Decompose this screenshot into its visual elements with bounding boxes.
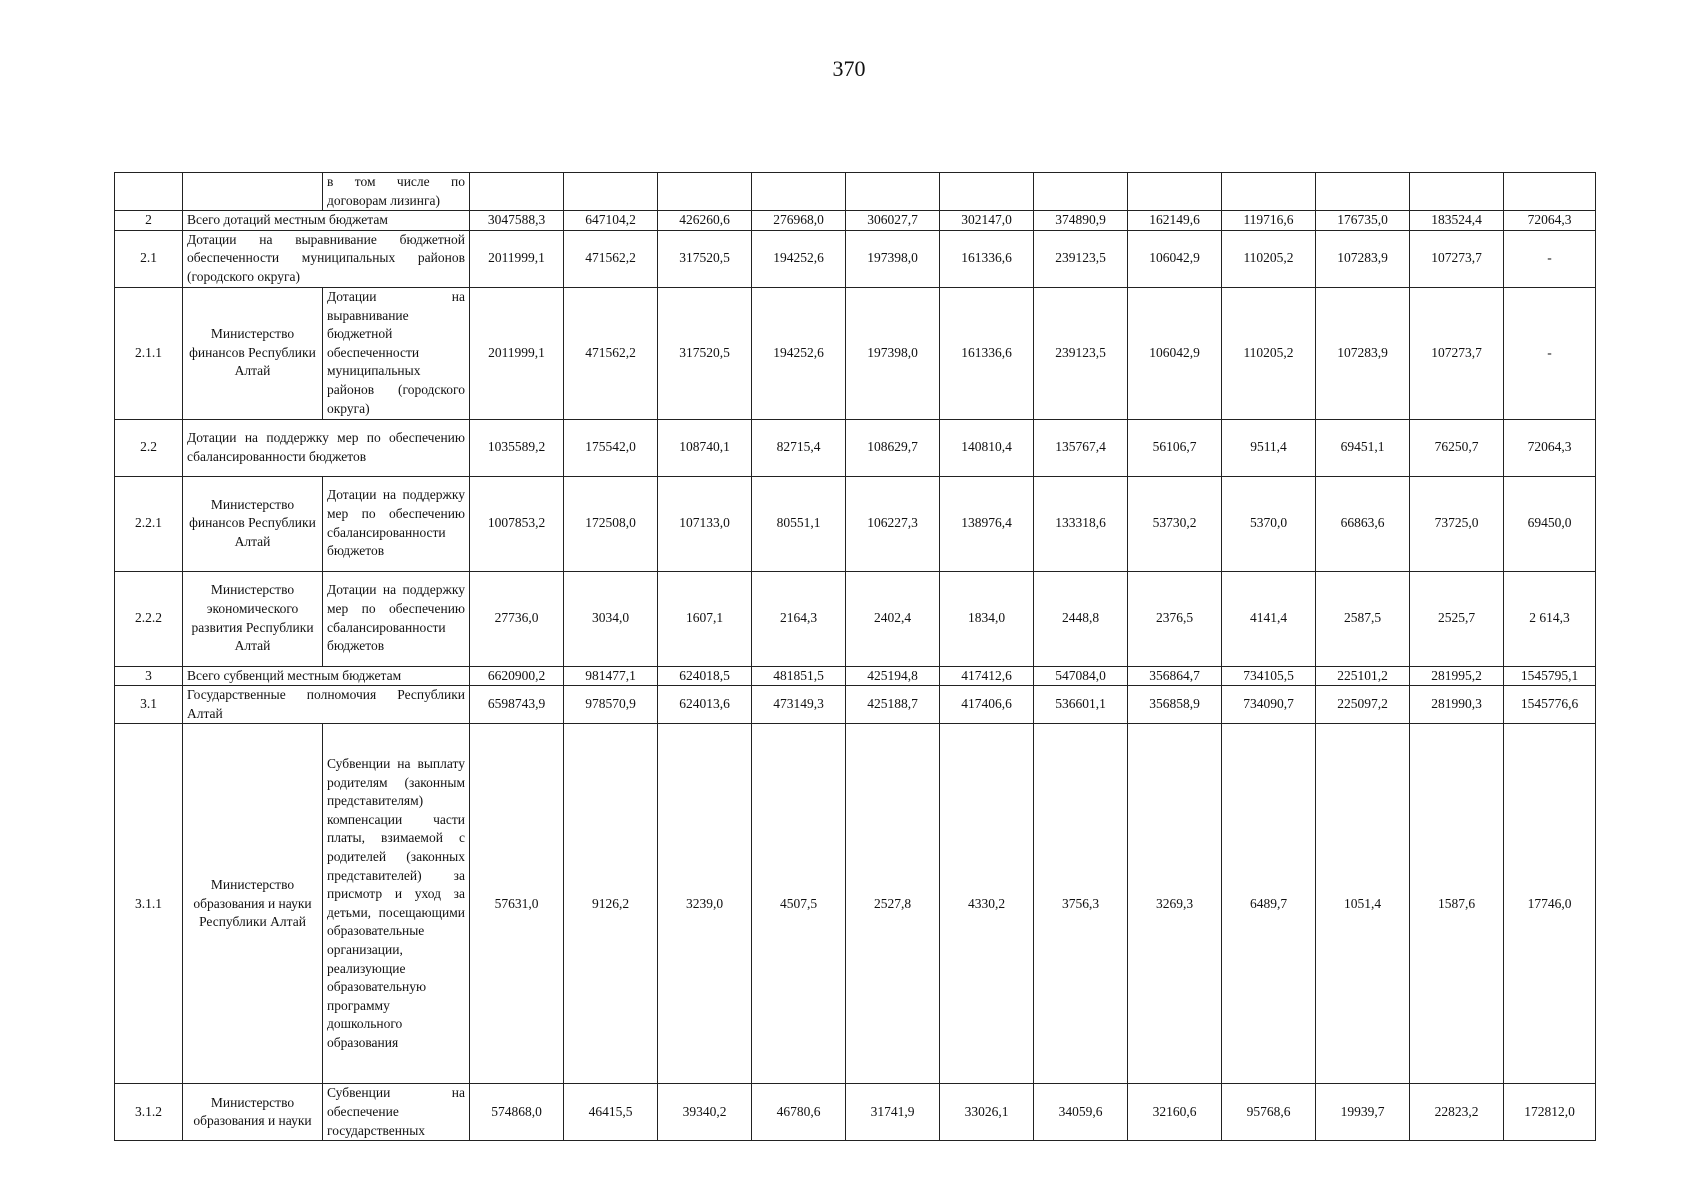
value-cell xyxy=(1316,173,1410,211)
table-row xyxy=(115,287,1596,419)
value-cell: 6598743,9 xyxy=(470,686,564,724)
value-cell: 110205,2 xyxy=(1222,230,1316,287)
value-cell: 69450,0 xyxy=(1504,476,1596,571)
value-cell: 2011999,1 xyxy=(470,287,564,419)
value-cell: 9511,4 xyxy=(1222,419,1316,476)
value-cell: 2164,3 xyxy=(752,571,846,666)
description-cell: Дотации на поддержку мер по обеспечению сбалансированности бюджетов xyxy=(323,476,470,571)
value-cell: 225101,2 xyxy=(1316,666,1410,686)
value-cell: 239123,5 xyxy=(1034,287,1128,419)
value-cell: 3239,0 xyxy=(658,724,752,1084)
budget-table xyxy=(114,172,1596,1141)
value-cell: 5370,0 xyxy=(1222,476,1316,571)
description-cell: Дотации на поддержку мер по обеспечению сбалансированности бюджетов xyxy=(183,419,470,476)
value-cell: 17746,0 xyxy=(1504,724,1596,1084)
row-number-cell: 2.2.1 xyxy=(115,476,183,571)
value-cell xyxy=(1222,173,1316,211)
table-row xyxy=(115,419,1596,476)
value-cell: 27736,0 xyxy=(470,571,564,666)
value-cell: 2 614,3 xyxy=(1504,571,1596,666)
value-cell: 183524,4 xyxy=(1410,211,1504,231)
value-cell: 107283,9 xyxy=(1316,287,1410,419)
value-cell: 175542,0 xyxy=(564,419,658,476)
value-cell: 6620900,2 xyxy=(470,666,564,686)
value-cell: 302147,0 xyxy=(940,211,1034,231)
value-cell: 72064,3 xyxy=(1504,211,1596,231)
value-cell xyxy=(846,173,940,211)
table-row xyxy=(115,666,1596,686)
value-cell: 417406,6 xyxy=(940,686,1034,724)
value-cell: 133318,6 xyxy=(1034,476,1128,571)
value-cell: 481851,5 xyxy=(752,666,846,686)
organization-cell: Министерство образования и науки Республики Алтай xyxy=(183,724,323,1084)
row-number-cell: 2.2 xyxy=(115,419,183,476)
value-cell: 107273,7 xyxy=(1410,230,1504,287)
value-cell: 73725,0 xyxy=(1410,476,1504,571)
value-cell: 624013,6 xyxy=(658,686,752,724)
value-cell xyxy=(1504,173,1596,211)
row-number-cell: 2.1 xyxy=(115,230,183,287)
value-cell: 107273,7 xyxy=(1410,287,1504,419)
value-cell: 1051,4 xyxy=(1316,724,1410,1084)
description-cell: в том числе по договорам лизинга) xyxy=(323,173,470,211)
description-cell: Субвенции на выплату родителям (законным представителям) компенсации части платы, взимаемой с родителей (законных представителей) за присмотр и уход за детьми, посещающими образовательные организации, реализующие образовательную программу дошкольного образования xyxy=(323,724,470,1084)
table-row xyxy=(115,476,1596,571)
value-cell: 2527,8 xyxy=(846,724,940,1084)
description-cell: Всего субвенций местным бюджетам xyxy=(183,666,470,686)
value-cell: 1545776,6 xyxy=(1504,686,1596,724)
value-cell: 33026,1 xyxy=(940,1084,1034,1141)
value-cell xyxy=(1128,173,1222,211)
row-number-cell: 3 xyxy=(115,666,183,686)
value-cell: 194252,6 xyxy=(752,230,846,287)
value-cell: 306027,7 xyxy=(846,211,940,231)
value-cell: 162149,6 xyxy=(1128,211,1222,231)
table-row xyxy=(115,1084,1596,1141)
value-cell xyxy=(470,173,564,211)
value-cell: 119716,6 xyxy=(1222,211,1316,231)
table-row xyxy=(115,230,1596,287)
value-cell: 2011999,1 xyxy=(470,230,564,287)
value-cell: 3269,3 xyxy=(1128,724,1222,1084)
value-cell: 110205,2 xyxy=(1222,287,1316,419)
table-row xyxy=(115,686,1596,724)
value-cell: 4507,5 xyxy=(752,724,846,1084)
row-number-cell: 2.1.1 xyxy=(115,287,183,419)
value-cell: 374890,9 xyxy=(1034,211,1128,231)
description-cell: Государственные полномочия Республики Алтай xyxy=(183,686,470,724)
value-cell: 4330,2 xyxy=(940,724,1034,1084)
value-cell: 108629,7 xyxy=(846,419,940,476)
description-cell: Дотации на поддержку мер по обеспечению сбалансированности бюджетов xyxy=(323,571,470,666)
organization-cell: Министерство образования и науки xyxy=(183,1084,323,1141)
value-cell: - xyxy=(1504,230,1596,287)
row-number-cell: 2 xyxy=(115,211,183,231)
value-cell: 547084,0 xyxy=(1034,666,1128,686)
description-cell: Дотации на выравнивание бюджетной обеспеченности муниципальных районов (городского округа) xyxy=(323,287,470,419)
value-cell: 106227,3 xyxy=(846,476,940,571)
value-cell: 107133,0 xyxy=(658,476,752,571)
value-cell: 1035589,2 xyxy=(470,419,564,476)
value-cell: 281990,3 xyxy=(1410,686,1504,724)
value-cell: 1587,6 xyxy=(1410,724,1504,1084)
value-cell: 1834,0 xyxy=(940,571,1034,666)
value-cell: 176735,0 xyxy=(1316,211,1410,231)
value-cell: 66863,6 xyxy=(1316,476,1410,571)
value-cell: 2376,5 xyxy=(1128,571,1222,666)
value-cell: 426260,6 xyxy=(658,211,752,231)
value-cell: 225097,2 xyxy=(1316,686,1410,724)
value-cell: 4141,4 xyxy=(1222,571,1316,666)
value-cell: 317520,5 xyxy=(658,287,752,419)
value-cell: 471562,2 xyxy=(564,287,658,419)
value-cell: 80551,1 xyxy=(752,476,846,571)
row-number-cell: 3.1 xyxy=(115,686,183,724)
row-number-cell: 3.1.1 xyxy=(115,724,183,1084)
page-number: 370 xyxy=(832,56,866,81)
value-cell: 425188,7 xyxy=(846,686,940,724)
value-cell: 471562,2 xyxy=(564,230,658,287)
row-number-cell: 2.2.2 xyxy=(115,571,183,666)
value-cell: - xyxy=(1504,287,1596,419)
row-number-cell: 3.1.2 xyxy=(115,1084,183,1141)
value-cell: 57631,0 xyxy=(470,724,564,1084)
value-cell: 2587,5 xyxy=(1316,571,1410,666)
value-cell: 161336,6 xyxy=(940,287,1034,419)
value-cell: 107283,9 xyxy=(1316,230,1410,287)
value-cell: 197398,0 xyxy=(846,287,940,419)
value-cell: 108740,1 xyxy=(658,419,752,476)
value-cell: 39340,2 xyxy=(658,1084,752,1141)
table-row xyxy=(115,571,1596,666)
value-cell: 161336,6 xyxy=(940,230,1034,287)
description-cell: Дотации на выравнивание бюджетной обеспеченности муниципальных районов (городского округа) xyxy=(183,230,470,287)
value-cell: 76250,7 xyxy=(1410,419,1504,476)
value-cell: 106042,9 xyxy=(1128,230,1222,287)
value-cell: 1007853,2 xyxy=(470,476,564,571)
value-cell: 32160,6 xyxy=(1128,1084,1222,1141)
value-cell: 53730,2 xyxy=(1128,476,1222,571)
value-cell: 473149,3 xyxy=(752,686,846,724)
value-cell: 34059,6 xyxy=(1034,1084,1128,1141)
table-row xyxy=(115,724,1596,1084)
value-cell: 734105,5 xyxy=(1222,666,1316,686)
value-cell: 574868,0 xyxy=(470,1084,564,1141)
value-cell: 172508,0 xyxy=(564,476,658,571)
value-cell xyxy=(564,173,658,211)
organization-cell: Министерство экономического развития Республики Алтай xyxy=(183,571,323,666)
value-cell xyxy=(1410,173,1504,211)
value-cell: 197398,0 xyxy=(846,230,940,287)
value-cell xyxy=(658,173,752,211)
value-cell: 734090,7 xyxy=(1222,686,1316,724)
value-cell: 22823,2 xyxy=(1410,1084,1504,1141)
table-row xyxy=(115,173,1596,211)
value-cell: 95768,6 xyxy=(1222,1084,1316,1141)
value-cell: 356864,7 xyxy=(1128,666,1222,686)
value-cell: 9126,2 xyxy=(564,724,658,1084)
value-cell xyxy=(752,173,846,211)
value-cell: 276968,0 xyxy=(752,211,846,231)
description-cell: Всего дотаций местным бюджетам xyxy=(183,211,470,231)
value-cell: 140810,4 xyxy=(940,419,1034,476)
value-cell: 1607,1 xyxy=(658,571,752,666)
value-cell: 417412,6 xyxy=(940,666,1034,686)
value-cell: 46780,6 xyxy=(752,1084,846,1141)
organization-cell: Министерство финансов Республики Алтай xyxy=(183,287,323,419)
value-cell xyxy=(940,173,1034,211)
value-cell: 56106,7 xyxy=(1128,419,1222,476)
value-cell: 356858,9 xyxy=(1128,686,1222,724)
description-cell: Субвенции на обеспечение государственных xyxy=(323,1084,470,1141)
value-cell: 1545795,1 xyxy=(1504,666,1596,686)
table-row xyxy=(115,211,1596,231)
value-cell: 2402,4 xyxy=(846,571,940,666)
value-cell: 31741,9 xyxy=(846,1084,940,1141)
value-cell: 239123,5 xyxy=(1034,230,1128,287)
value-cell: 194252,6 xyxy=(752,287,846,419)
value-cell: 135767,4 xyxy=(1034,419,1128,476)
value-cell: 6489,7 xyxy=(1222,724,1316,1084)
value-cell: 647104,2 xyxy=(564,211,658,231)
value-cell: 317520,5 xyxy=(658,230,752,287)
value-cell: 978570,9 xyxy=(564,686,658,724)
value-cell xyxy=(1034,173,1128,211)
value-cell: 3047588,3 xyxy=(470,211,564,231)
value-cell: 106042,9 xyxy=(1128,287,1222,419)
row-number-cell xyxy=(115,173,183,211)
value-cell: 3034,0 xyxy=(564,571,658,666)
value-cell: 3756,3 xyxy=(1034,724,1128,1084)
value-cell: 19939,7 xyxy=(1316,1084,1410,1141)
organization-cell: Министерство финансов Республики Алтай xyxy=(183,476,323,571)
value-cell: 46415,5 xyxy=(564,1084,658,1141)
organization-cell xyxy=(183,173,323,211)
value-cell: 2448,8 xyxy=(1034,571,1128,666)
value-cell: 138976,4 xyxy=(940,476,1034,571)
value-cell: 536601,1 xyxy=(1034,686,1128,724)
value-cell: 69451,1 xyxy=(1316,419,1410,476)
value-cell: 72064,3 xyxy=(1504,419,1596,476)
value-cell: 172812,0 xyxy=(1504,1084,1596,1141)
value-cell: 2525,7 xyxy=(1410,571,1504,666)
value-cell: 82715,4 xyxy=(752,419,846,476)
value-cell: 981477,1 xyxy=(564,666,658,686)
value-cell: 624018,5 xyxy=(658,666,752,686)
value-cell: 425194,8 xyxy=(846,666,940,686)
value-cell: 281995,2 xyxy=(1410,666,1504,686)
